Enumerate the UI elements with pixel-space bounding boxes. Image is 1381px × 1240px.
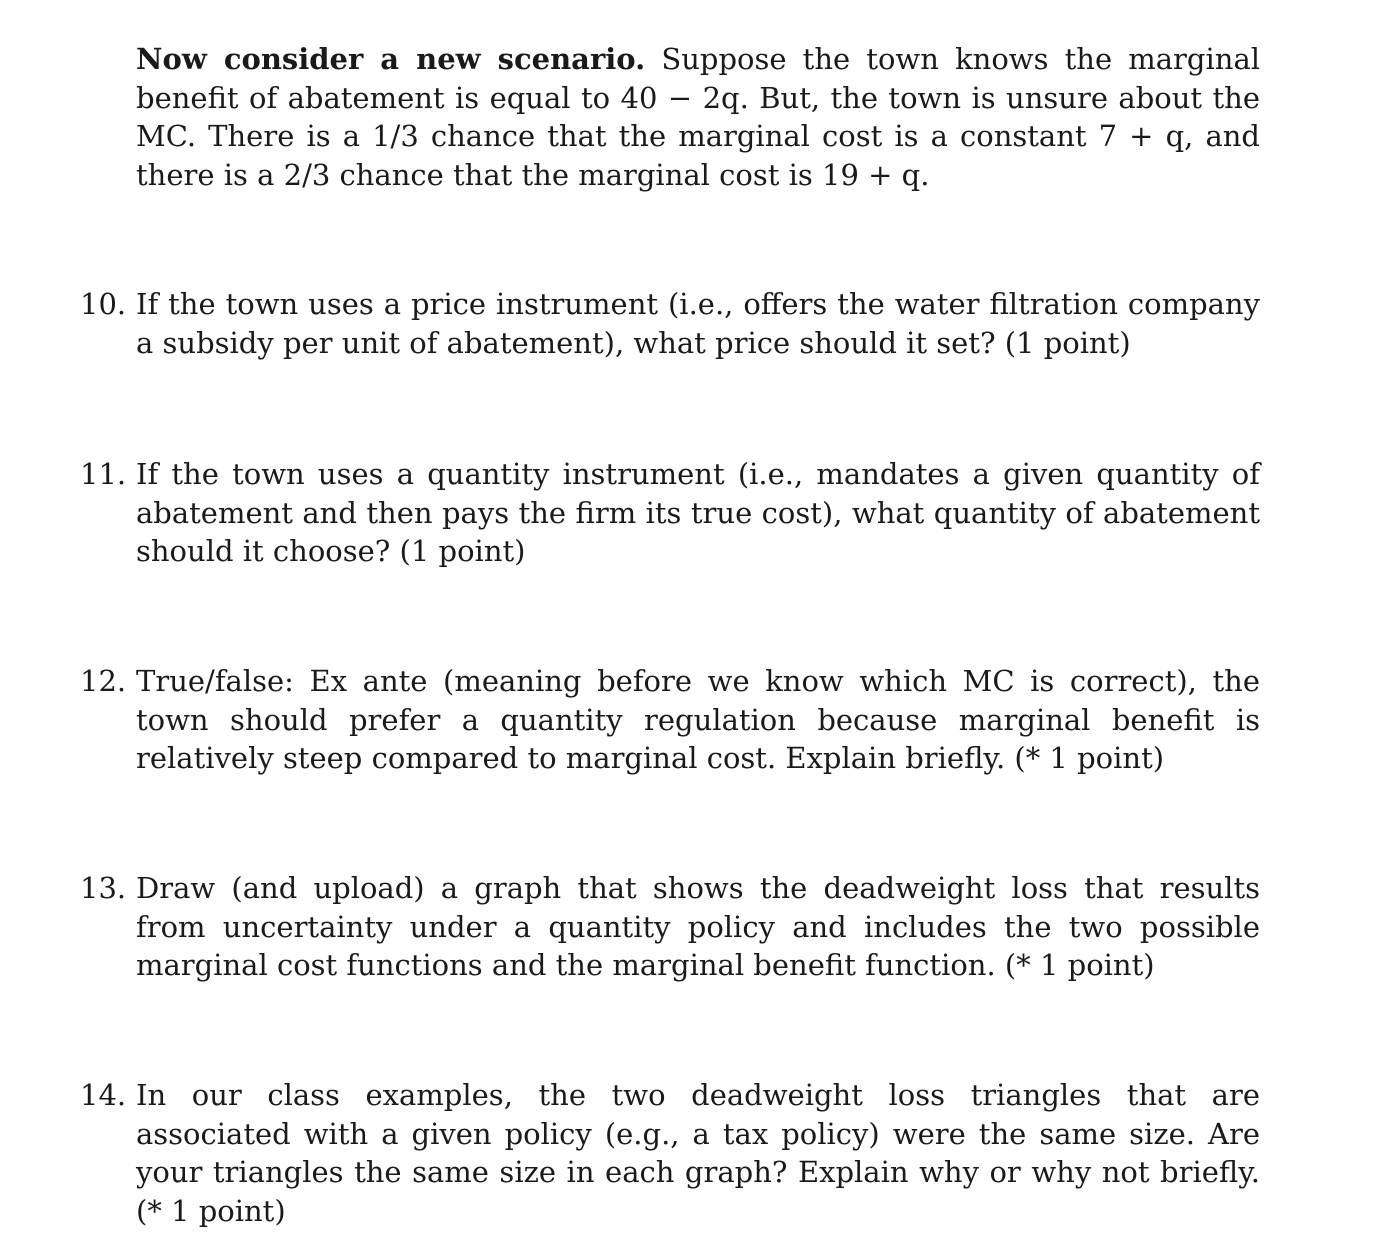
question-number: 10. <box>80 287 127 321</box>
question-number: 11. <box>80 457 127 491</box>
question-number: 12. <box>80 664 127 698</box>
scenario-lead: Now consider a new scenario. <box>136 42 646 76</box>
question-text: True/false: Ex ante (meaning before we know which MC is correct), the town should prefer a quantity regulation because marginal benefit is relatively steep compared to marginal cost. Explain briefly. (* 1 point) <box>136 664 1260 775</box>
question-number: 13. <box>80 871 127 905</box>
question-12 <box>80 662 1260 778</box>
scenario-text: Suppose the town knows the marginal benefit of abatement is equal to 40 − 2q. But, the town is unsure about the MC. There is a 1/3 chance that the marginal cost is a constant 7 + q, and there is a 2/3 chance that the marginal cost is 19 + q. <box>136 42 1261 192</box>
question-10 <box>80 285 1260 362</box>
question-number: 14. <box>80 1078 127 1112</box>
question-13 <box>80 869 1260 985</box>
scenario-paragraph <box>136 40 1260 194</box>
question-text: Draw (and upload) a graph that shows the deadweight loss that results from uncertainty under a quantity policy and includes the two possible marginal cost functions and the marginal benefit function. (* 1 point) <box>136 871 1260 982</box>
question-11 <box>80 455 1260 571</box>
question-text: If the town uses a price instrument (i.e., offers the water filtration company a subsidy per unit of abatement), what price should it set? (1 point) <box>136 287 1260 360</box>
question-text: If the town uses a quantity instrument (i.e., mandates a given quantity of abatement and then pays the firm its true cost), what quantity of abatement should it choose? (1 point) <box>136 457 1260 568</box>
question-text: In our class examples, the two deadweight loss triangles that are associated with a given policy (e.g., a tax policy) were the same size. Are your triangles the same size in each graph? Explain why or why not briefly. (* 1 point) <box>136 1078 1260 1228</box>
question-14 <box>80 1076 1260 1230</box>
